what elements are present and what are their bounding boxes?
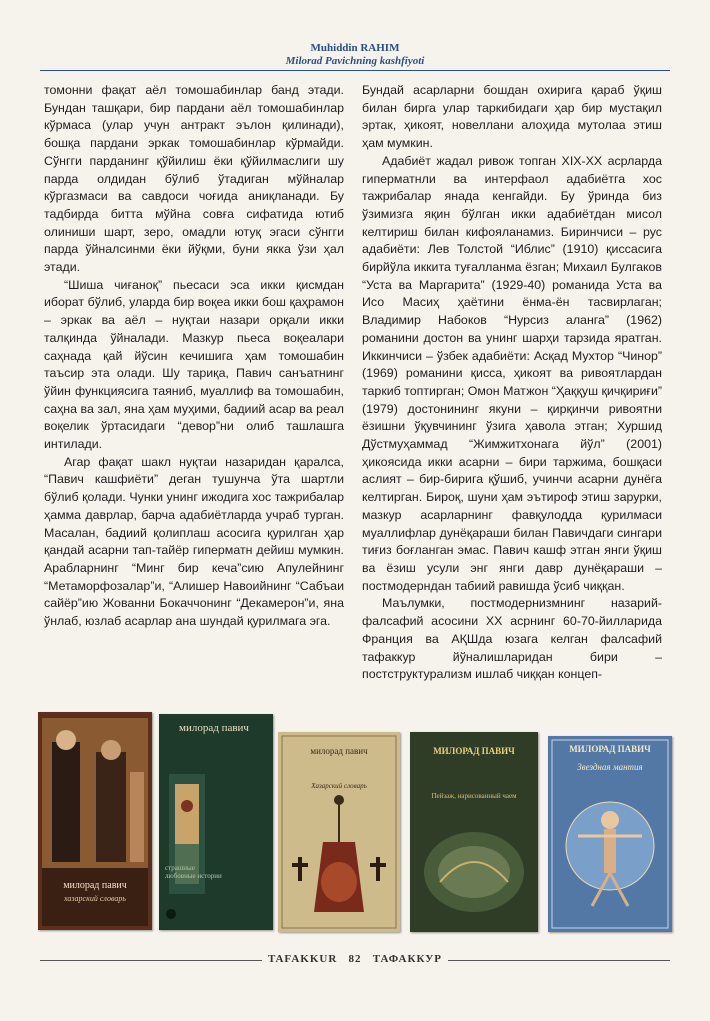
cover-author: милорад павич	[63, 880, 127, 891]
paragraph: “Шиша чиғаноқ” пьесаси эса икки қисмдан иборат бўлиб, уларда бир воқеа икки бош қаҳрамон – эркак ва аёл – нуқтаи назари орқали икки талқинда ўйналади. Мазкур пьеса воқеалари саҳнада қай йўсин кечишига ҳам томошабин таъсир эта олади. Шу тариқа, Павич санъатнинг ўйин функциясига таяниб, муаллиф ва томошабин, саҳна ва зал, яна ҳам муҳими, бадиий асар ва реал воқелик ўртасидаги “девор”ни олиб ташлашга интилади.	[44, 277, 344, 452]
book-cover	[38, 712, 152, 930]
footer-text	[40, 953, 670, 965]
header-author: Muhiddin RAHIM	[310, 42, 400, 54]
cover-title: Пейзаж, нарисованный чаем	[431, 792, 517, 800]
paragraph: томонни фақат аёл томошабинлар банд этади. Бундан ташқари, бир пардани аёл томошабинлар кўрмаса (улар учун антракт эълон қилинади), бошқа пардани эркак томошабинлар кўрмайди. Сўнгги парданинг қўйилиш ёки қўйилмаслиги шу парда олдидан бўлиб ўтадиган мўйналар кўргазмаси ва савдоси чоғида аниқланади. Бу тадбирда битта мўйна совға сифатида ютиб олиниши шарт, зеро, омадли ютуқ эгаси сўнгги парда ўйналсинми ёки йўқми, буни якка ўзи ҳал этади.	[44, 83, 344, 275]
book-cover	[159, 714, 273, 930]
page-footer	[40, 952, 670, 972]
cover-art	[159, 714, 273, 930]
paragraph: Адабиёт жадал ривож топган XIX-XX асрларда гиперматнли ва интерфаол адабиётга хос тажрибалар янада кенгайди. Бу ўринда биз ўзимизга яқин бўлган икки адабиётдан мисол келтириш билан кифояланамиз. Биринчиси – рус адабиёти: Лев Толстой “Иблис” (1910) қиссасига бирйўла иккита туғалланма ёзган; Михаил Булгаков “Уста ва Маргарита” (1929-40) романида Уста ва Исо Масиҳ ҳаётини ёнма-ён тасвирлаган; Владимир Набоков “Нурсиз аланга” (1962) романини достон ва унинг шарҳи тарзида яратган. Иккинчиси – ўзбек адабиёти: Асқад Мухтор “Чинор” (1969) романини қисса, ҳикоят ва ривоятлардан таркиб топтирган; Омон Матжон “Ҳаққуш қичқириғи” (1979) достонининг якуни – қирқинчи ривоятни ёзишни ўқувчининг ўзига ҳавола этган; Хуршид Дўстмуҳаммад “Жимжитхонага йўл” (2001) ҳикоясида икки асарни – бири таржима, бошқаси аслият – бир-бирига қўшиб, учинчи асарни дунёга келтирган. Бироқ, шуни ҳам эътироф этиш зарурки, мазкур асарларнинг фавқулодда қурилмаси муаллифлар дунёқараши билан Павичдаги сингари тиғиз боғланган эмас. Павич кашф этган янги ўқиш ва ёзиш усули энг янги давр дунёқараши – постмодерндан табиий равишда ўсиб чиққан.	[362, 153, 662, 593]
book-cover	[278, 732, 400, 932]
header-rule	[40, 70, 670, 71]
book-cover	[410, 732, 538, 932]
cover-art	[410, 732, 538, 932]
cover-title: хазарский словарь	[63, 894, 127, 903]
left-column	[44, 82, 344, 631]
cover-author: милорад павич	[310, 746, 368, 756]
cover-title: страшные любовные истории	[165, 864, 222, 880]
cover-title: Звездная мантия	[577, 762, 643, 772]
cover-author: МИЛОРАД ПАВИЧ	[569, 744, 651, 754]
paragraph: Бундай асарларни бошдан охирига қараб ўқиш билан бирга улар таркибидаги ҳар бир мустақил эртак, ҳикоят, новеллани алоҳида мутолаа этиш ҳам мумкин.	[362, 83, 662, 151]
cover-author: МИЛОРАД ПАВИЧ	[433, 746, 515, 756]
paragraph: Маълумки, постмодернизмнинг назарий-фалсафий асосини XX асрнинг 60-70-йилларида Франция ва АҚШда юзага келган фалсафий тафаккур йўналишларидан бири – постструктурализм ишлаб чиққан концеп-	[362, 596, 662, 682]
footer-left-label: TAFAKKUR	[267, 953, 338, 965]
paragraph: Агар фақат шакл нуқтаи назаридан қаралса, “Павич кашфиёти” деган тушунча ўта шартли бўлиб қолади. Чунки унинг ижодига хос тажрибалар ҳамма даврлар, барча адабиётларда учраб турган. Масалан, бадиий қолиплаш асосига қурилган ҳар қандай асарни тап-тайёр гиперматн дейиш мумкин. Арабларнинг “Минг бир кеча”сию Апулейнинг “Метаморфозалар”и, “Алишер Навоийнинг “Сабъаи сайёр”ию Жованни Бокаччонинг “Декамерон”и, яна ўнлаб, юзлаб асарлар ана шундай қурилмага эга.	[44, 454, 344, 629]
book-cover	[548, 736, 672, 932]
footer-right-label: ТАФАККУР	[372, 953, 443, 965]
cover-art	[278, 732, 400, 932]
page-number: 82	[348, 953, 362, 965]
cover-author: милорад павич	[179, 722, 249, 734]
header-subtitle: Milorad Pavichning kashfiyoti	[285, 55, 425, 67]
cover-title: Хазарский словарь	[311, 782, 367, 790]
book-covers	[38, 712, 674, 934]
running-header	[40, 42, 670, 68]
right-column	[362, 82, 662, 684]
